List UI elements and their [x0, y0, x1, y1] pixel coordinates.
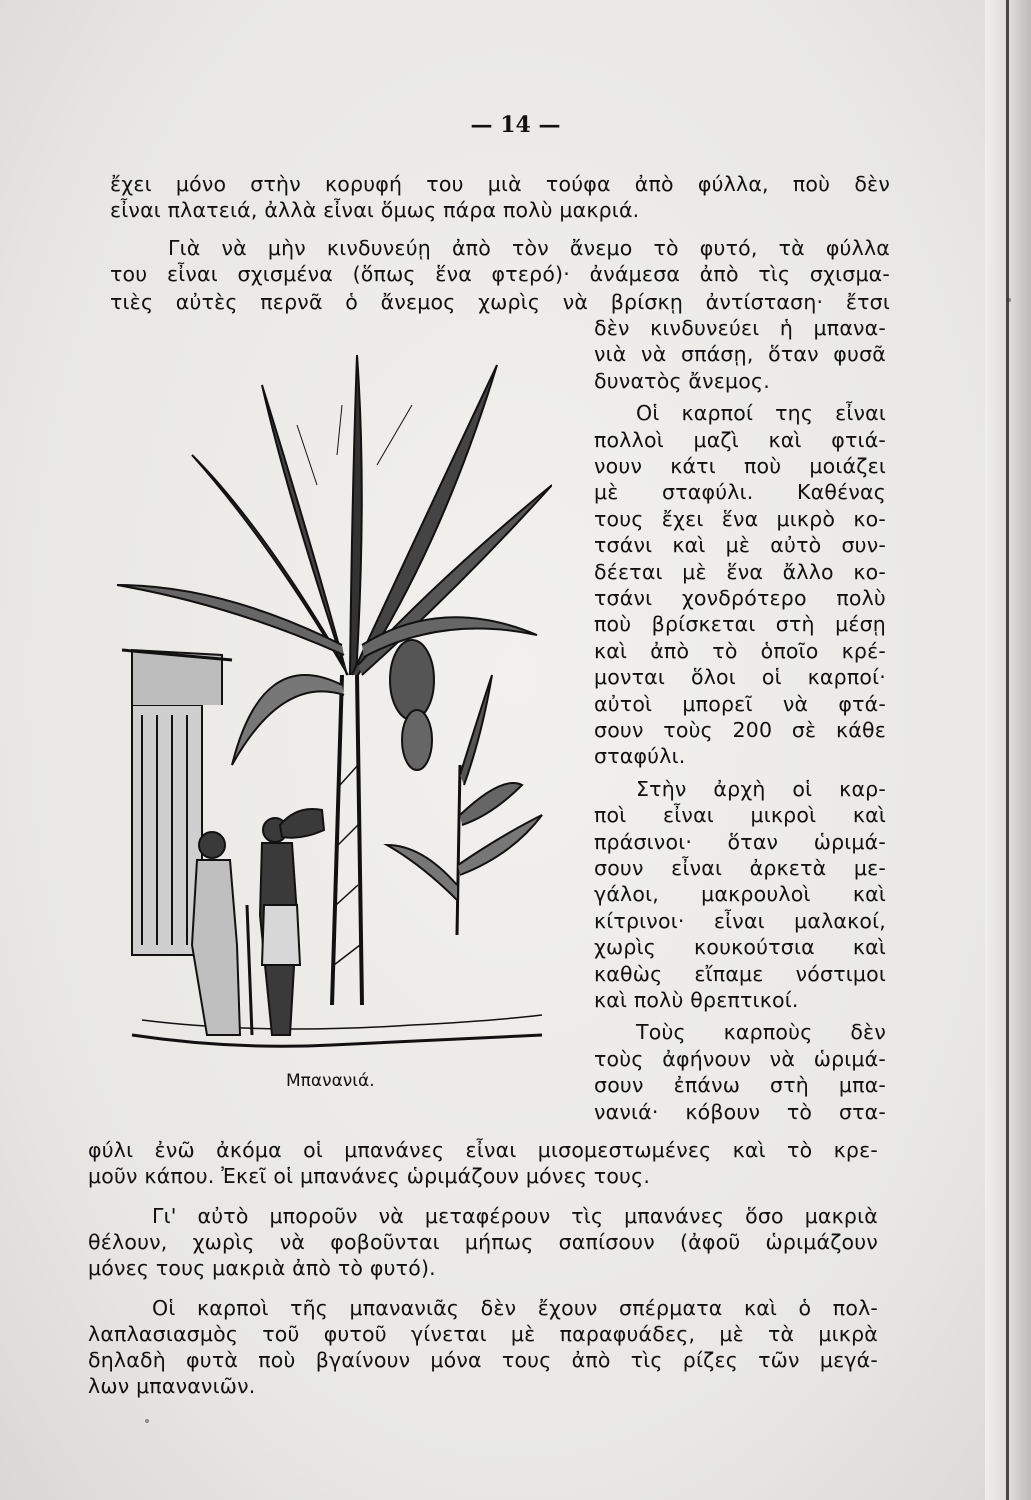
text-line: λων μπανανιῶν.: [88, 1374, 256, 1398]
text-line: τσάνι χονδρότερο πολὺ: [594, 586, 886, 610]
page-number: — 14 —: [470, 112, 561, 138]
text-line: δὲν κινδυνεύει ἡ μπανα-: [594, 316, 886, 340]
text-line: Στὴν ἀρχὴ οἱ καρ-: [636, 776, 886, 801]
paper-speck: [145, 1419, 149, 1423]
text-line: τιὲς αὐτὲς περνᾶ ὁ ἄνεμος χωρὶς νὰ βρίσκῃ ἀντίσταση· ἔτσι: [110, 290, 890, 314]
text-line: πολλοὶ μαζὶ καὶ φτιά-: [594, 427, 886, 452]
text-line: τσάνι καὶ μὲ αὐτὸ συν-: [594, 533, 886, 558]
text-line: κίτρινοι· εἶναι μαλακοί,: [594, 908, 886, 933]
text-line: μὲ σταφύλι. Καθένας: [594, 480, 886, 505]
text-line: ποὺ βρίσκεται στὴ μέσῃ: [594, 612, 886, 637]
text-line: νουν κάτι ποὺ μοιάζει: [594, 454, 886, 478]
text-line: ἔχει μόνο στὴν κορυφή του μιὰ τούφα ἀπὸ φύλλα, ποὺ δὲν: [110, 172, 890, 196]
text-line: καὶ πολὺ θρεπτικοί.: [594, 988, 799, 1012]
text-line: δέεται μὲ ἕνα ἄλλο κο-: [594, 559, 886, 584]
paper-speck: [1007, 298, 1011, 302]
text-line: λαπλασιασμὸς τοῦ φυτοῦ γίνεται μὲ παραφυάδες, μὲ τὰ μικρὰ: [88, 1322, 878, 1346]
text-line: φύλι ἐνῶ ἀκόμα οἱ μπανάνες εἶναι μισομεστωμένες καὶ τὸ κρε-: [88, 1138, 878, 1162]
text-line: καθὼς εἴπαμε νόστιμοι: [594, 961, 886, 986]
text-line: σουν εἶναι ἀρκετὰ με-: [594, 856, 886, 880]
text-line: σουν τοὺς 200 σὲ κάθε: [594, 718, 886, 742]
text-line: δηλαδὴ φυτὰ ποὺ βγαίνουν μόνα τους ἀπὸ τὶς ρίζες τῶν μεγά-: [88, 1348, 878, 1372]
text-line: πράσινοι· ὅταν ὡριμά-: [594, 829, 886, 854]
text-line: ποὶ εἶναι μικροὶ καὶ: [594, 803, 886, 828]
text-line: του εἶναι σχισμένα (ὅπως ἕνα φτερό)· ἀνάμεσα ἀπὸ τὶς σχισμα-: [110, 262, 890, 286]
text-line: Οἱ καρποὶ τῆς μπανανιᾶς δὲν ἔχουν σπέρματα καὶ ὁ πολ-: [152, 1296, 878, 1320]
text-line: χωρὶς κουκούτσια καὶ: [594, 935, 886, 960]
text-line: μοῦν κάπου. Ἐκεῖ οἱ μπανάνες ὡριμάζουν μόνες τους.: [88, 1164, 651, 1188]
text-line: θέλουν, χωρὶς νὰ φοβοῦνται μήπως σαπίσουν (ἀφοῦ ὡριμάζουν: [88, 1230, 878, 1254]
text-line: νιὰ νὰ σπάσῃ, ὅταν φυσᾶ: [594, 342, 886, 367]
text-line: καὶ ἀπὸ τὸ ὁποῖο κρέ-: [594, 638, 886, 663]
banana-plant-illustration: [112, 345, 552, 1065]
text-line: τοὺς ἀφήνουν νὰ ὡριμά-: [594, 1046, 886, 1071]
text-line: γάλοι, μακρουλοὶ καὶ: [594, 882, 886, 907]
figure-caption: Μπανανιά.: [286, 1071, 375, 1091]
text-line: εἶναι πλατειά, ἀλλὰ εἶναι ὅμως πάρα πολὺ μακριά.: [110, 198, 640, 222]
text-line: δυνατὸς ἄνεμος.: [594, 368, 770, 393]
text-line: σουν ἐπάνω στὴ μπα-: [594, 1073, 886, 1098]
text-line: σταφύλι.: [594, 744, 686, 769]
text-line: Οἱ καρποί της εἶναι: [636, 401, 886, 426]
text-line: μονται ὅλοι οἱ καρποί·: [594, 665, 886, 690]
text-line: αὐτοὶ μπορεῖ νὰ φτά-: [594, 691, 886, 716]
text-line: Γιὰ νὰ μὴν κινδυνεύῃ ἀπὸ τὸν ἄνεμο τὸ φυτό, τὰ φύλλα: [168, 236, 890, 260]
text-line: τους ἔχει ἕνα μικρὸ κο-: [594, 506, 886, 531]
text-line: νανιά· κόβουν τὸ στα-: [594, 1099, 886, 1124]
text-line: Τοὺς καρποὺς δὲν: [636, 1020, 886, 1045]
page-edge-line: [1006, 0, 1009, 1500]
text-line: Γι' αὐτὸ μποροῦν νὰ μεταφέρουν τὶς μπανάνες ὅσο μακριὰ: [152, 1204, 878, 1228]
text-line: μόνες τους μακριὰ ἀπὸ τὸ φυτό).: [88, 1256, 436, 1280]
